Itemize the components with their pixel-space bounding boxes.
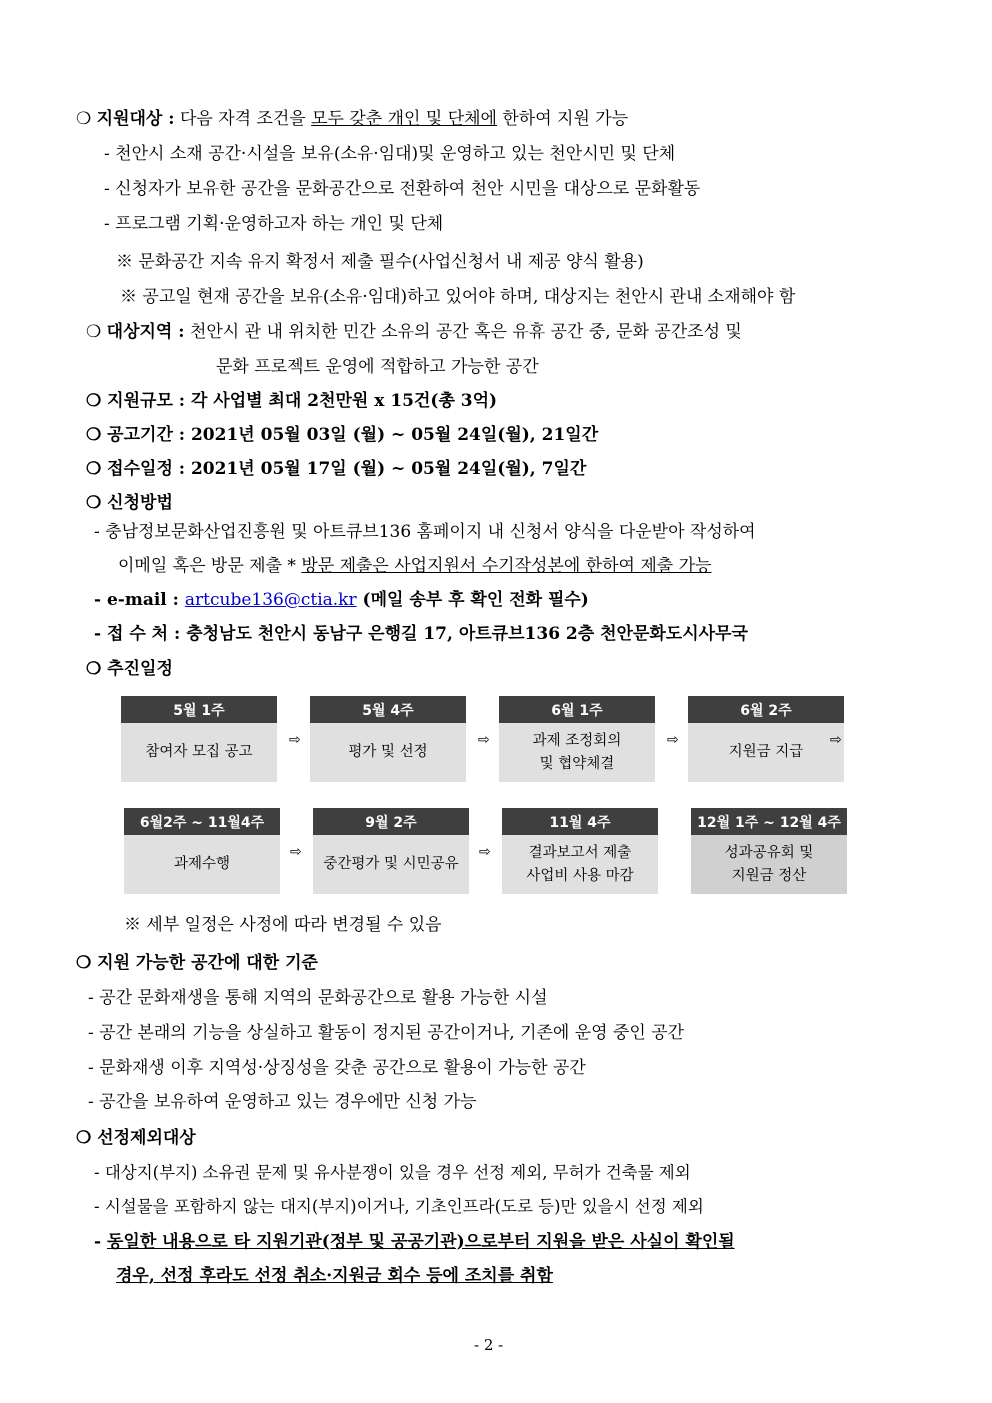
schedule-step-task: 평가 및 선정 [310, 723, 466, 782]
schedule-step-task: 중간평가 및 시민공유 [313, 835, 469, 894]
method-line2-underlined: 방문 제출은 사업지원서 수기작성본에 한하여 제출 가능 [301, 556, 712, 576]
arrow-right-icon: ⇨ [479, 844, 491, 860]
schedule-step-period: 5월 1주 [121, 696, 277, 723]
schedule-step-task: 과제수행 [124, 835, 280, 894]
method-heading [86, 491, 173, 515]
submission-period [86, 457, 586, 481]
bullet-icon: ❍ [86, 391, 102, 411]
bullet-icon: ❍ [86, 459, 102, 479]
notice-period-text: 공고기간 : 2021년 05월 03일 (월) ~ 05월 24일(월), 21일간 [107, 425, 599, 445]
schedule-label: 추진일정 [107, 659, 173, 679]
schedule-step-period: 11월 4주 [502, 808, 658, 835]
target-area-line1: 천안시 관 내 위치한 민간 소유의 공간 혹은 유휴 공간 중, 문화 공간조성 및 [189, 322, 742, 342]
bullet-icon: ❍ [76, 109, 92, 129]
exclusion-dash: - [94, 1232, 107, 1252]
schedule-step-period: 6월2주 ~ 11월4주 [124, 808, 280, 835]
method-line2 [118, 554, 711, 578]
schedule-step-period: 12월 1주 ~ 12월 4주 [691, 808, 847, 835]
eligibility-item: - 신청자가 보유한 공간을 문화공간으로 전환하여 천안 시민을 대상으로 문화활동 [104, 179, 701, 199]
page-number: - 2 - [474, 1336, 504, 1354]
exclusion-emphasis-line2: 경우, 선정 후라도 선정 취소·지원금 회수 등에 조치를 취함 [116, 1266, 553, 1286]
criteria-item: - 공간 문화재생을 통해 지역의 문화공간으로 활용 가능한 시설 [88, 988, 548, 1008]
arrow-right-icon: ⇨ [830, 732, 842, 748]
email-link[interactable]: artcube136@ctia.kr [184, 590, 357, 610]
submission-period-text: 접수일정 : 2021년 05월 17일 (월) ~ 05월 24일(월), 7일간 [107, 459, 587, 479]
schedule-step [691, 808, 847, 894]
schedule-step-period: 5월 4주 [310, 696, 466, 723]
email-note: (메일 송부 후 확인 전화 필수) [356, 590, 589, 610]
criteria-heading [76, 951, 318, 975]
schedule-step-task: 성과공유회 및 지원금 정산 [691, 835, 847, 894]
bullet-icon: ❍ [76, 953, 92, 973]
bullet-icon: ❍ [86, 659, 102, 679]
eligibility-label: 지원대상 : [96, 109, 175, 129]
method-line1: - 충남정보문화산업진흥원 및 아트큐브136 홈페이지 내 신청서 양식을 다운받아 작성하여 [94, 522, 756, 542]
eligibility-post: 한하여 지원 가능 [502, 109, 629, 129]
schedule-step-period: 9월 2주 [313, 808, 469, 835]
arrow-right-icon: ⇨ [290, 844, 302, 860]
schedule-step-period: 6월 2주 [688, 696, 844, 723]
criteria-item: - 공간 본래의 기능을 상실하고 활동이 정지된 공간이거나, 기존에 운영 중인 공간 [88, 1023, 685, 1043]
support-scale [86, 389, 497, 413]
arrow-right-icon: ⇨ [478, 732, 490, 748]
schedule-step [124, 808, 280, 894]
schedule-step-task: 지원금 지급 [688, 723, 844, 782]
bullet-icon: ❍ [86, 493, 102, 513]
criteria-label: 지원 가능한 공간에 대한 기준 [97, 953, 318, 973]
schedule-step [310, 696, 466, 782]
arrow-right-icon: ⇨ [289, 732, 301, 748]
schedule-step-period: 6월 1주 [499, 696, 655, 723]
address-line: - 접 수 처 : 충청남도 천안시 동남구 은행길 17, 아트큐브136 2층 천안문화도시사무국 [94, 624, 748, 644]
schedule-step [499, 696, 655, 782]
eligibility-underlined: 모두 갖춘 개인 및 단체에 [311, 109, 497, 129]
schedule-step-task: 참여자 모집 공고 [121, 723, 277, 782]
schedule-step [313, 808, 469, 894]
target-area-line2: 문화 프로젝트 운영에 적합하고 가능한 공간 [216, 357, 539, 377]
email-label: - e-mail : [94, 590, 185, 610]
schedule-step [121, 696, 277, 782]
target-area-label: 대상지역 : [106, 322, 185, 342]
criteria-item: - 공간을 보유하여 운영하고 있는 경우에만 신청 가능 [88, 1092, 477, 1112]
notice-period [86, 423, 598, 447]
arrow-right-icon: ⇨ [667, 732, 679, 748]
bullet-icon: ❍ [86, 322, 102, 342]
eligibility-note: ※ 공고일 현재 공간을 보유(소유·임대)하고 있어야 하며, 대상지는 천안시 관내 소재해야 함 [120, 287, 796, 307]
eligibility-item: - 프로그램 기획·운영하고자 하는 개인 및 단체 [104, 214, 444, 234]
eligibility-note: ※ 문화공간 지속 유지 확정서 제출 필수(사업신청서 내 제공 양식 활용) [116, 252, 644, 272]
schedule-note: ※ 세부 일정은 사정에 따라 변경될 수 있음 [124, 915, 442, 935]
target-area-heading [86, 320, 742, 344]
exclusion-item-emphasis [94, 1230, 735, 1254]
schedule-heading [86, 657, 173, 681]
method-line2-pre: 이메일 혹은 방문 제출 * [118, 556, 302, 576]
bullet-icon: ❍ [86, 425, 102, 445]
exclusion-label: 선정제외대상 [97, 1128, 196, 1148]
criteria-item: - 문화재생 이후 지역성·상징성을 갖춘 공간으로 활용이 가능한 공간 [88, 1058, 586, 1078]
exclusion-emphasis-line1: 동일한 내용으로 타 지원기관(정부 및 공공기관)으로부터 지원을 받은 사실이 확인될 [106, 1232, 735, 1252]
email-line [94, 588, 589, 612]
eligibility-heading [76, 107, 628, 131]
schedule-step-task: 결과보고서 제출 사업비 사용 마감 [502, 835, 658, 894]
eligibility-item: - 천안시 소재 공간·시설을 보유(소유·임대)및 운영하고 있는 천안시민 및 단체 [104, 144, 676, 164]
support-scale-text: 지원규모 : 각 사업별 최대 2천만원 x 15건(총 3억) [107, 391, 498, 411]
exclusion-item: - 대상지(부지) 소유권 문제 및 유사분쟁이 있을 경우 선정 제외, 무허가 건축물 제외 [94, 1163, 691, 1182]
schedule-step [502, 808, 658, 894]
exclusion-heading [76, 1126, 196, 1150]
method-label: 신청방법 [107, 493, 173, 513]
exclusion-item: - 시설물을 포함하지 않는 대지(부지)이거나, 기초인프라(도로 등)만 있을시 선정 제외 [94, 1197, 704, 1216]
schedule-step-task: 과제 조정회의 및 협약체결 [499, 723, 655, 782]
eligibility-pre: 다음 자격 조건을 [179, 109, 306, 129]
schedule-step [688, 696, 844, 782]
bullet-icon: ❍ [76, 1128, 92, 1148]
